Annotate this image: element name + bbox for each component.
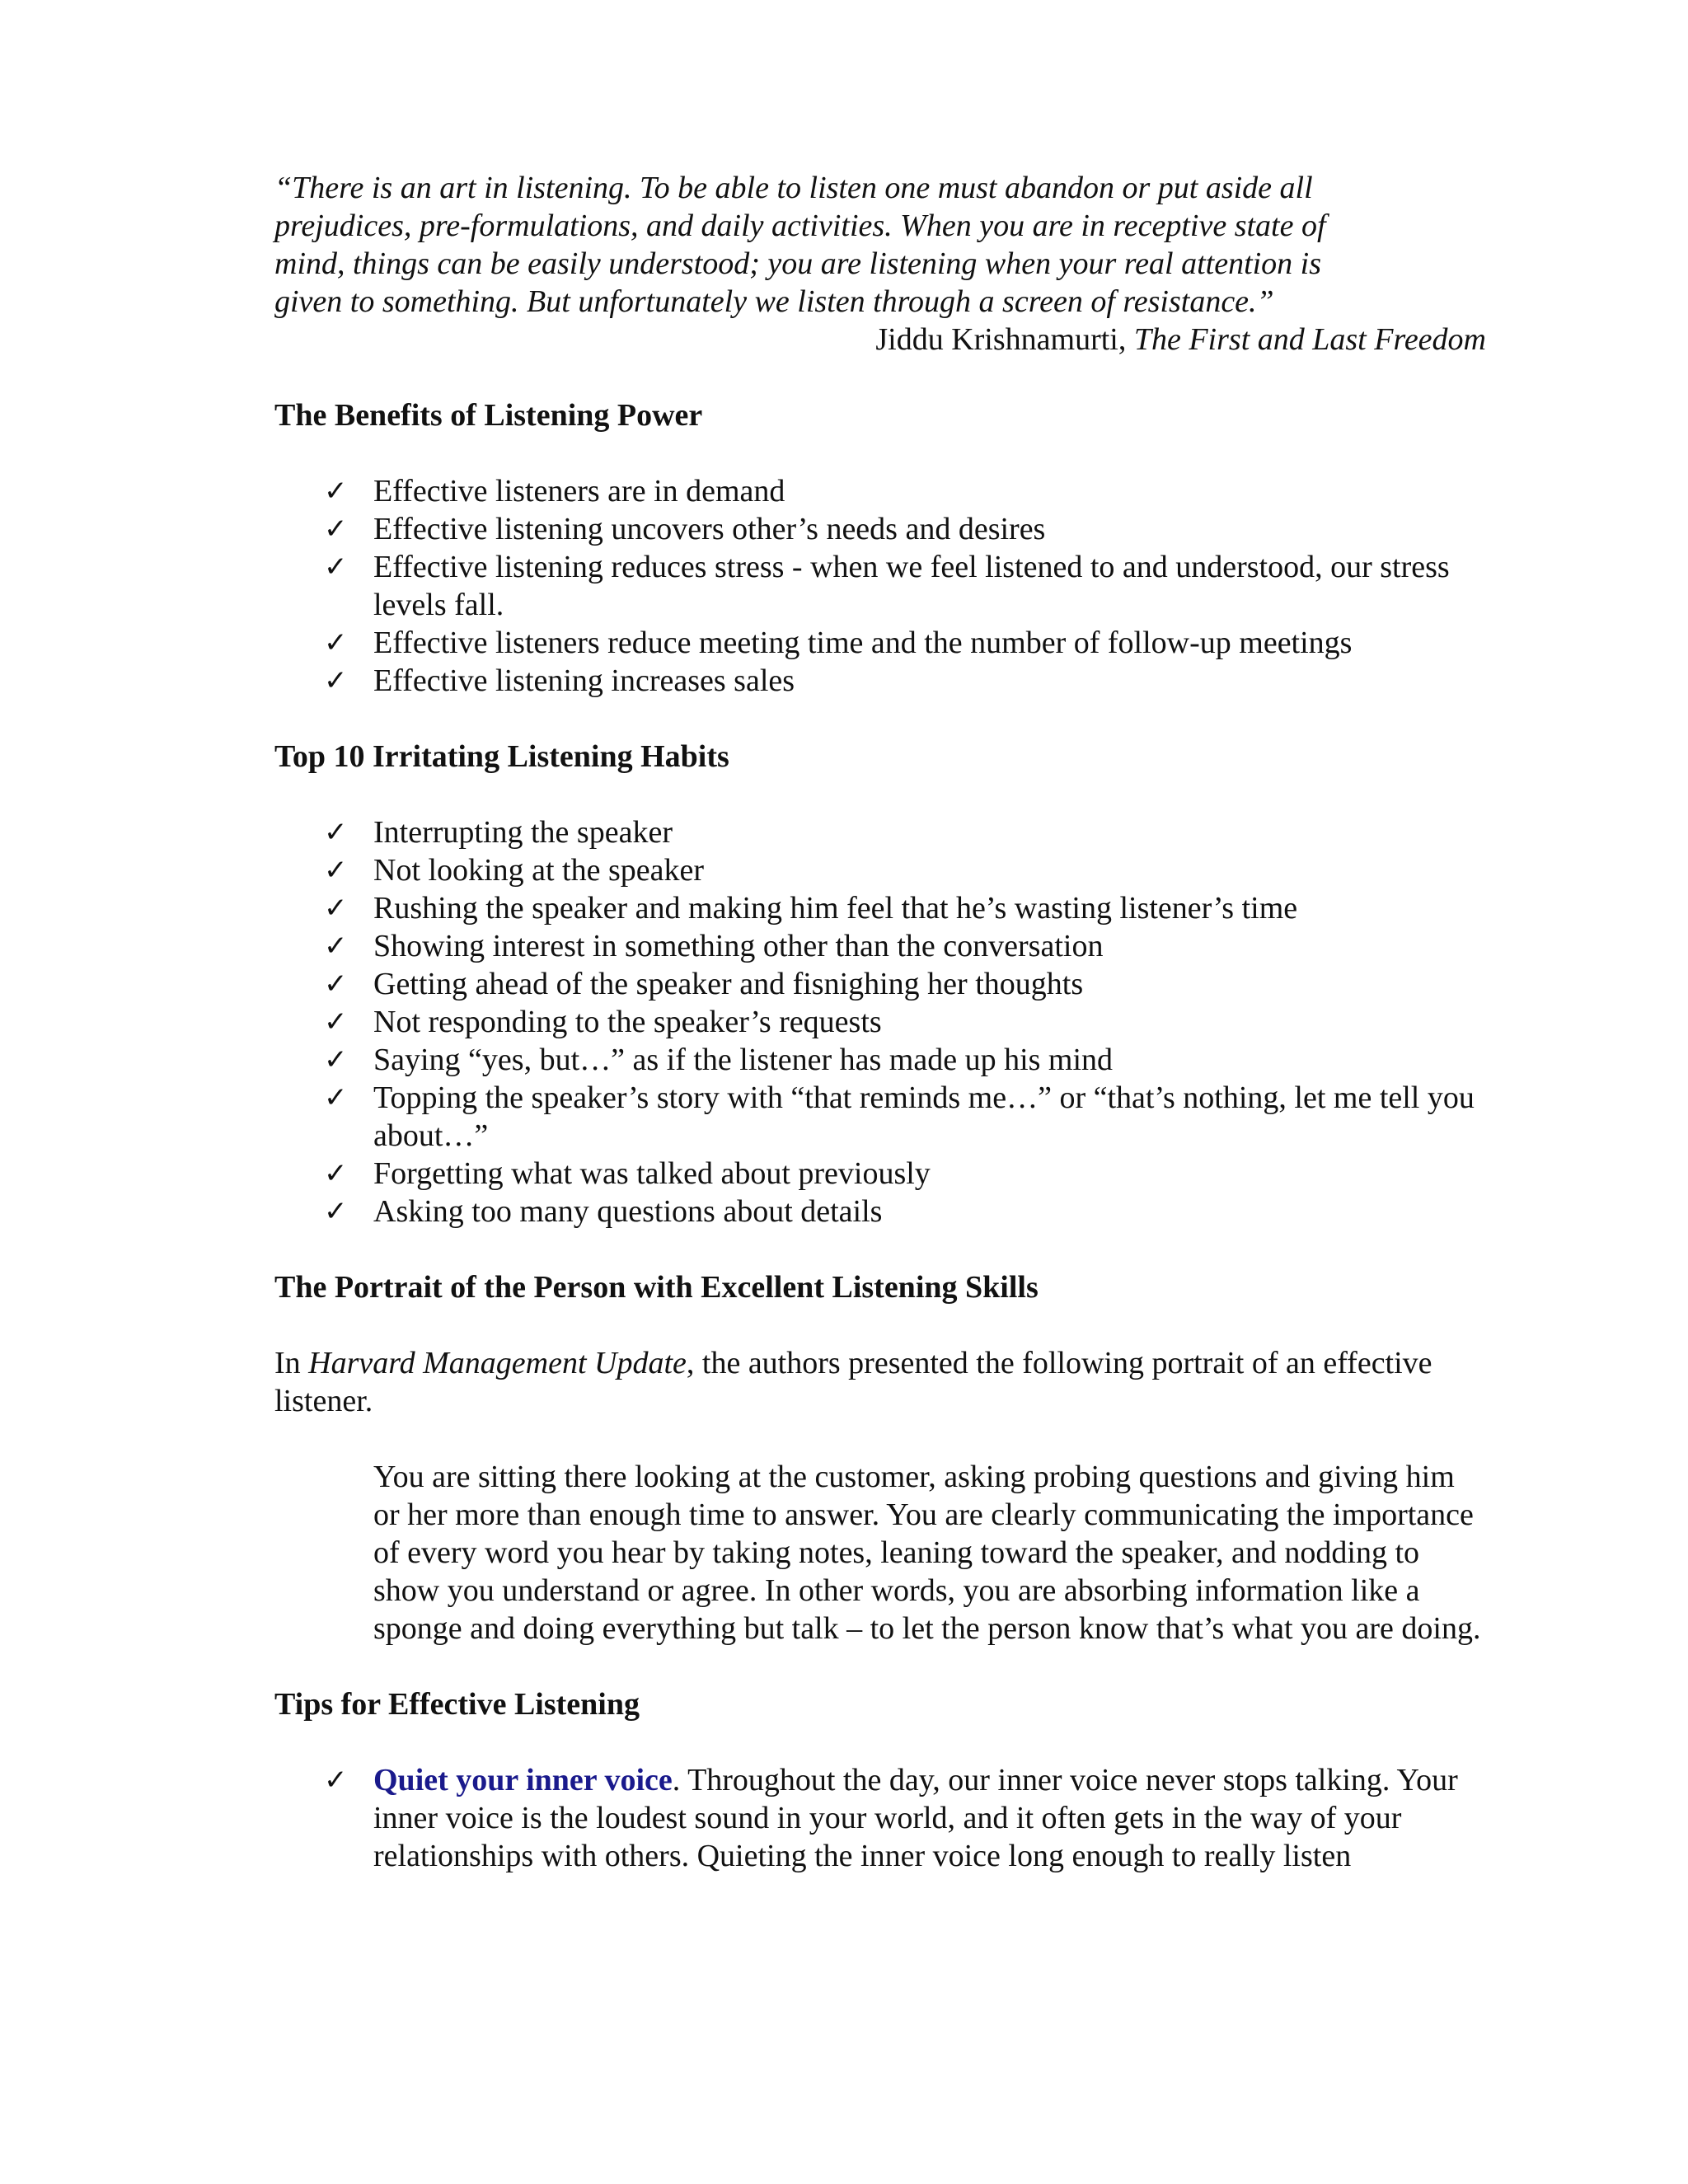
checkmark-icon: ✓ — [324, 664, 348, 697]
list-item: ✓ Rushing the speaker and making him feel that he’s wasting listener’s time — [324, 891, 1298, 926]
habits-list — [274, 813, 1486, 1230]
list-item — [324, 1761, 1486, 1875]
list-item: ✓ Effective listeners reduce meeting time and the number of follow-up meetings — [324, 626, 1353, 660]
portrait-blockquote: You are sitting there looking at the customer, asking probing questions and giving him or her more than enough time to answer. You are clearly communicating the importance of every word you hear by taking notes, leaning toward the speaker, and nodding to show you understand or agree. In other words, you are absorbing information like a sponge and doing everything but talk – to let the person know that’s what you are doing. — [373, 1460, 1481, 1646]
list-item: ✓ Not looking at the speaker — [324, 853, 705, 888]
habits-heading: Top 10 Irritating Listening Habits — [274, 739, 729, 774]
list-item: ✓ Effective listening uncovers other’s needs and desires — [324, 512, 1046, 546]
checkmark-icon: ✓ — [324, 626, 348, 659]
tip-text: . Throughout the day, our inner voice never stops talking. Your inner voice is the loudest sound in your world, and it often gets in the way of your relationships with others. Quieting the inner voice long enough to really listen — [373, 1763, 1458, 1873]
opening-quote: “There is an art in listening. To be able to listen one must abandon or put aside all prejudices, pre-formulations, and daily activities. When you are in receptive state of mind, things can be easily understood; you are listening when your real attention is given to something. But unfortunately we listen through a screen of resistance.” — [274, 171, 1326, 319]
tip-title: Quiet your inner voice — [373, 1763, 673, 1797]
checkmark-icon: ✓ — [324, 854, 348, 887]
list-item: ✓ Topping the speaker’s story with “that reminds me…” or “that’s nothing, let me tell you about…” — [324, 1080, 1475, 1153]
quote-book-title: The First and Last Freedom — [1133, 322, 1486, 357]
checkmark-icon: ✓ — [324, 1195, 348, 1228]
list-item: ✓ Showing interest in something other than the conversation — [324, 929, 1104, 963]
list-item: ✓ Interrupting the speaker — [324, 815, 673, 850]
portrait-intro: In Harvard Management Update, the authors presented the following portrait of an effective listener. — [274, 1346, 1432, 1418]
portrait-heading: The Portrait of the Person with Excellent Listening Skills — [274, 1270, 1039, 1305]
list-item: ✓ Forgetting what was talked about previously — [324, 1156, 931, 1191]
benefits-list — [274, 472, 1486, 700]
checkmark-icon: ✓ — [324, 930, 348, 963]
tips-list — [274, 1761, 1486, 1875]
list-item: ✓ Effective listeners are in demand — [324, 474, 785, 509]
publication-title: Harvard Management Update — [308, 1346, 687, 1380]
checkmark-icon: ✓ — [324, 1043, 348, 1076]
list-item: ✓ Getting ahead of the speaker and fisnighing her thoughts — [324, 967, 1084, 1001]
document-page — [274, 169, 1486, 1875]
benefits-heading: The Benefits of Listening Power — [274, 398, 703, 433]
list-item: ✓ Effective listening reduces stress - when we feel listened to and understood, our stress levels fall. — [324, 550, 1450, 622]
checkmark-icon: ✓ — [324, 1764, 348, 1797]
quote-attribution — [274, 321, 1486, 359]
list-item: ✓ Effective listening increases sales — [324, 663, 795, 698]
checkmark-icon: ✓ — [324, 968, 348, 1001]
checkmark-icon: ✓ — [324, 892, 348, 925]
list-item: ✓ Not responding to the speaker’s requests — [324, 1005, 882, 1039]
checkmark-icon: ✓ — [324, 1081, 348, 1114]
checkmark-icon: ✓ — [324, 475, 348, 508]
list-item: ✓ Asking too many questions about details — [324, 1194, 883, 1229]
checkmark-icon: ✓ — [324, 816, 348, 849]
checkmark-icon: ✓ — [324, 551, 348, 583]
quote-author: Jiddu Krishnamurti, — [875, 322, 1134, 357]
checkmark-icon: ✓ — [324, 513, 348, 546]
list-item: ✓ Saying “yes, but…” as if the listener has made up his mind — [324, 1043, 1114, 1077]
checkmark-icon: ✓ — [324, 1005, 348, 1038]
checkmark-icon: ✓ — [324, 1157, 348, 1190]
tips-heading: Tips for Effective Listening — [274, 1687, 640, 1722]
